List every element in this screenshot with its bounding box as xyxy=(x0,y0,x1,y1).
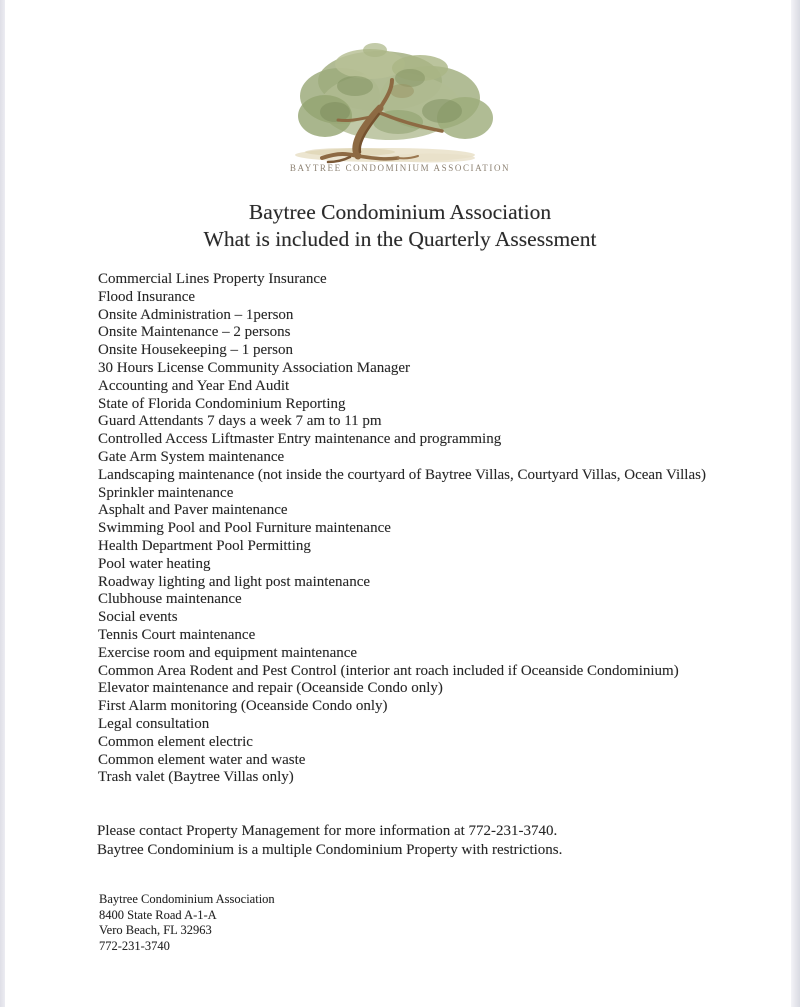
list-item: Legal consultation xyxy=(98,715,210,732)
list-item: Onsite Maintenance – 2 persons xyxy=(98,324,291,341)
list-item: Common Area Rodent and Pest Control (interior ant roach included if Oceanside Condominium) xyxy=(98,662,679,679)
contact-note xyxy=(97,822,740,859)
page-title xyxy=(0,199,800,253)
list-item: Accounting and Year End Audit xyxy=(98,377,290,394)
contact-note-line1: Please contact Property Management for more information at 772-231-3740. xyxy=(97,823,558,839)
list-item: Asphalt and Paver maintenance xyxy=(98,502,288,519)
list-item: Health Department Pool Permitting xyxy=(98,537,311,554)
logo-wordmark: BAYTREE CONDOMINIUM ASSOCIATION xyxy=(289,163,511,173)
list-item: Onsite Housekeeping – 1 person xyxy=(98,342,293,359)
list-item: Controlled Access Liftmaster Entry maintenance and programming xyxy=(98,431,502,448)
list-item: State of Florida Condominium Reporting xyxy=(98,395,346,412)
footer-phone: 772-231-3740 xyxy=(99,938,170,953)
page-title-line1: Baytree Condominium Association xyxy=(248,200,552,224)
list-item: Trash valet (Baytree Villas only) xyxy=(98,769,294,786)
list-item: Flood Insurance xyxy=(98,288,196,305)
list-item: First Alarm monitoring (Oceanside Condo only) xyxy=(98,698,388,715)
footer-street: 8400 State Road A-1-A xyxy=(99,907,217,922)
list-item: Clubhouse maintenance xyxy=(98,591,242,608)
page-title-line2: What is included in the Quarterly Assessment xyxy=(203,227,597,251)
list-item: Gate Arm System maintenance xyxy=(98,448,285,465)
page-edge-right xyxy=(791,0,800,1007)
list-item: Elevator maintenance and repair (Oceanside Condo only) xyxy=(98,680,443,697)
footer-city-state-zip: Vero Beach, FL 32963 xyxy=(99,923,212,938)
list-item: Swimming Pool and Pool Furniture maintenance xyxy=(98,520,391,537)
list-item: Pool water heating xyxy=(98,555,211,572)
list-item: Common element water and waste xyxy=(98,751,306,768)
footer-org-name: Baytree Condominium Association xyxy=(99,892,275,906)
assessment-items-list xyxy=(98,271,740,787)
list-item: Exercise room and equipment maintenance xyxy=(98,644,358,661)
list-item: Landscaping maintenance (not inside the courtyard of Baytree Villas, Courtyard Villas, Ocean Villas) xyxy=(98,466,706,483)
footer-address xyxy=(99,892,275,954)
page-edge-left xyxy=(0,0,5,1007)
list-item: Roadway lighting and light post maintenance xyxy=(98,573,371,590)
list-item: Social events xyxy=(98,609,178,626)
list-item: Common element electric xyxy=(98,733,253,750)
baytree-logo-tree-icon xyxy=(280,36,505,166)
list-item: Onsite Administration – 1person xyxy=(98,306,294,323)
list-item: Sprinkler maintenance xyxy=(98,484,234,501)
contact-note-line2: Baytree Condominium is a multiple Condominium Property with restrictions. xyxy=(97,841,563,858)
list-item: Tennis Court maintenance xyxy=(98,626,256,643)
list-item: Guard Attendants 7 days a week 7 am to 11 pm xyxy=(98,413,382,430)
list-item: Commercial Lines Property Insurance xyxy=(98,271,327,287)
list-item: 30 Hours License Community Association Manager xyxy=(98,359,411,376)
